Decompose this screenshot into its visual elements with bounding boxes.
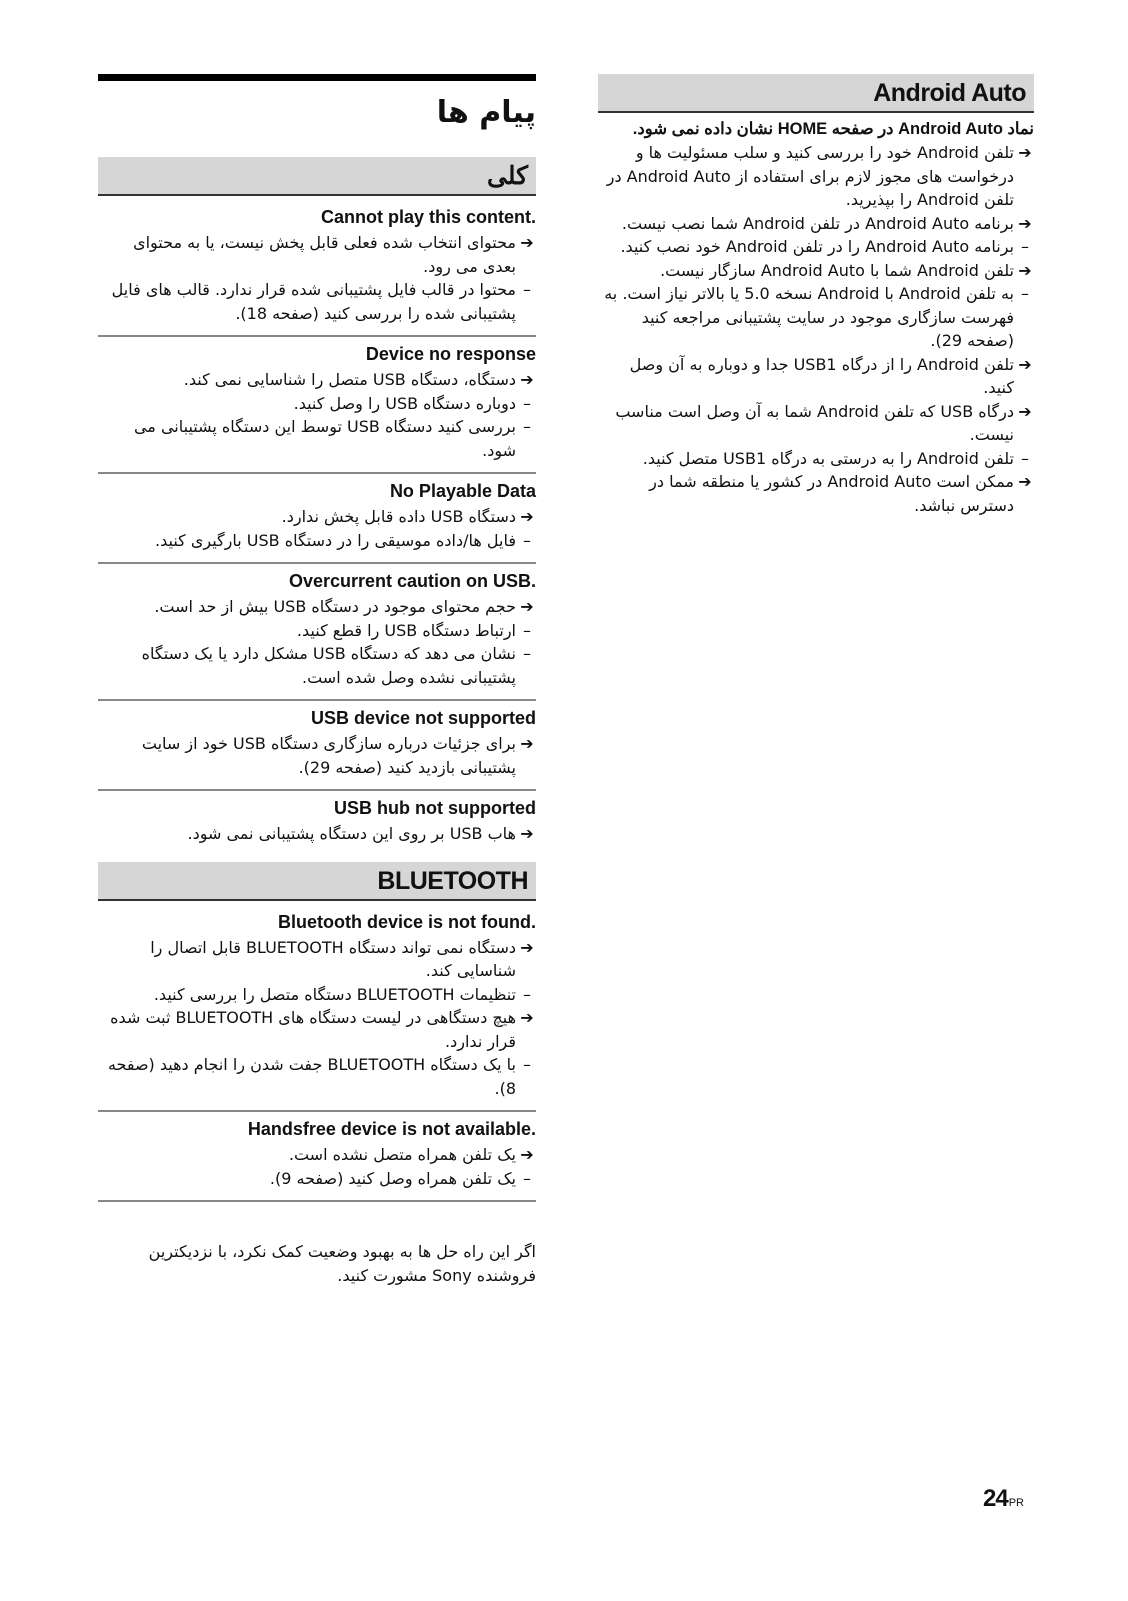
message-item [98, 905, 536, 1113]
line-text: یک تلفن همراه وصل کنید (صفحه 9). [269, 1168, 516, 1188]
line-text: تلفن Android شما با Android Auto سازگار نیست. [660, 260, 1014, 280]
dash-icon: – [523, 280, 531, 299]
remedy-line [98, 1167, 536, 1191]
line-text: تلفن Android را به درستی به درگاه USB1 متصل کنید. [642, 448, 1014, 468]
page-title-block [98, 74, 536, 157]
line-text: تلفن Android را از درگاه USB1 جدا و دوباره به آن وصل کنید. [629, 354, 1014, 397]
page-number-suffix: PR [1008, 1497, 1024, 1509]
cause-line [598, 400, 1034, 447]
cause-line [98, 368, 536, 392]
dash-icon: – [1021, 237, 1029, 256]
cause-line [98, 732, 536, 779]
android-auto-band: Android Auto [598, 74, 1034, 113]
line-text: با یک دستگاه BLUETOOTH جفت شدن را انجام دهید (صفحه 8). [107, 1055, 516, 1098]
line-text: دستگاه USB داده قابل پخش ندارد. [281, 507, 516, 526]
arrow-icon: ➔ [1018, 354, 1032, 374]
message-title: USB device not supported [310, 708, 536, 728]
message-item [98, 564, 536, 701]
dash-icon: – [523, 644, 531, 663]
line-text: حجم محتوای موجود در دستگاه USB بیش از حد است. [154, 597, 516, 616]
arrow-icon: ➔ [1018, 472, 1032, 491]
line-text: ارتباط دستگاه USB را قطع کنید. [296, 620, 516, 640]
message-title: Overcurrent caution on USB. [288, 571, 536, 591]
line-text: هیچ دستگاهی در لیست دستگاه های BLUETOOTH ثبت شده قرار ندارد. [110, 1008, 516, 1051]
dash-icon: – [523, 393, 531, 413]
line-text: دستگاه، دستگاه USB متصل را شناسایی نمی کند. [183, 370, 516, 389]
message-title: Bluetooth device is not found. [278, 911, 536, 932]
arrow-icon: ➔ [1018, 213, 1032, 233]
cause-line [598, 259, 1034, 283]
line-text: دوباره دستگاه USB را وصل کنید. [293, 393, 516, 413]
cause-line [98, 822, 536, 846]
line-text: هاب USB بر روی این دستگاه پشتیبانی نمی شود. [187, 824, 516, 843]
cause-line [598, 212, 1034, 236]
dash-icon: – [523, 1055, 531, 1074]
remedy-line [98, 983, 536, 1007]
page-number [983, 1485, 1024, 1513]
arrow-icon: ➔ [1018, 260, 1032, 280]
line-text: بررسی کنید دستگاه USB توسط این دستگاه پشتیبانی می شود. [133, 417, 516, 460]
remedy-line [98, 529, 536, 553]
cause-line [598, 353, 1034, 400]
line-text: برای جزئیات درباره سازگاری دستگاه USB خود از سایت پشتیبانی بازدید کنید (صفحه 29). [141, 734, 516, 777]
message-title: Handsfree device is not available. [247, 1119, 536, 1139]
arrow-icon: ➔ [520, 1008, 534, 1027]
dash-icon: – [1021, 284, 1029, 303]
arrow-icon: ➔ [520, 734, 534, 753]
cause-line [598, 141, 1034, 212]
cause-line [98, 505, 536, 529]
dash-icon: – [523, 530, 531, 550]
line-text: نشان می دهد که دستگاه USB مشکل دارد یا یک دستگاه پشتیبانی نشده وصل شده است. [141, 644, 516, 687]
cause-line [98, 936, 536, 983]
remedy-line [598, 447, 1034, 471]
line-text: تنظیمات BLUETOOTH دستگاه متصل را بررسی کنید. [153, 984, 516, 1004]
line-text: فایل ها/داده موسیقی را در دستگاه USB بارگیری کنید. [155, 530, 516, 550]
message-item [98, 200, 536, 337]
closing-note: اگر این راه حل ها به بهبود وضعیت کمک نکرد، با نزدیکترین فروشنده Sony مشورت کنید. [148, 1242, 536, 1285]
cause-line [598, 470, 1034, 517]
arrow-icon: ➔ [1018, 401, 1032, 421]
line-text: به تلفن Android با Android نسخه 5.0 یا بالاتر نیاز است. به فهرست سازگاری موجود در سایت پشتیبانی مراجعه کنید (صفحه 29). [604, 284, 1014, 350]
message-item [98, 1112, 536, 1202]
remedy-line [98, 278, 536, 325]
remedy-line [98, 392, 536, 416]
arrow-icon: ➔ [520, 824, 534, 843]
page-number-value: 24 [983, 1485, 1008, 1512]
arrow-icon: ➔ [520, 597, 534, 616]
line-text: برنامه Android Auto در تلفن Android شما نصب نیست. [621, 213, 1014, 233]
remedy-line [98, 1053, 536, 1100]
cause-line [98, 595, 536, 619]
android-auto-message-title: نماد Android Auto در صفحه HOME نشان داده نمی شود. [632, 120, 1034, 138]
line-text: برنامه Android Auto را در تلفن Android خود نصب کنید. [620, 237, 1014, 256]
message-title: USB hub not supported [334, 798, 536, 818]
remedy-line [598, 235, 1034, 259]
message-item [98, 791, 536, 856]
dash-icon: – [1021, 448, 1029, 468]
line-text: یک تلفن همراه متصل نشده است. [288, 1145, 516, 1164]
remedy-line [98, 415, 536, 462]
line-text: دستگاه نمی تواند دستگاه BLUETOOTH قابل اتصال را شناسایی کند. [150, 937, 516, 980]
section-band: BLUETOOTH [98, 862, 536, 901]
right-column [598, 74, 1034, 517]
line-text: تلفن Android خود را بررسی کنید و سلب مسئولیت ها و درخواست های مجوز لازم برای استفاده از Android Auto در تلفن Android را بپذیرید. [606, 143, 1014, 209]
section-band: کلی [98, 157, 536, 196]
arrow-icon: ➔ [520, 370, 534, 389]
cause-line [98, 231, 536, 278]
message-item [98, 474, 536, 564]
android-auto-lines [598, 141, 1034, 517]
arrow-icon: ➔ [520, 233, 534, 252]
left-column [98, 74, 536, 1288]
dash-icon: – [523, 984, 531, 1004]
cause-line [98, 1143, 536, 1167]
left-sections [98, 157, 536, 1202]
arrow-icon: ➔ [520, 937, 534, 957]
dash-icon: – [523, 1168, 531, 1188]
arrow-icon: ➔ [1018, 143, 1032, 162]
message-title: Cannot play this content. [320, 207, 536, 227]
arrow-icon: ➔ [520, 507, 534, 526]
line-text: درگاه USB که تلفن Android شما به آن وصل است مناسب نیست. [615, 401, 1014, 444]
dash-icon: – [523, 620, 531, 640]
dash-icon: – [523, 417, 531, 436]
page-title: پیام ها [436, 95, 536, 130]
cause-line [98, 1006, 536, 1053]
message-item [98, 337, 536, 474]
line-text: محتوای انتخاب شده فعلی قابل پخش نیست، یا به محتوای بعدی می رود. [133, 233, 516, 276]
message-title: No Playable Data [389, 481, 536, 501]
line-text: محتوا در قالب فایل پشتیبانی شده قرار ندارد. قالب های فایل پشتیبانی شده را بررسی کنید (صفحه 18). [111, 280, 516, 323]
line-text: ممکن است Android Auto در کشور یا منطقه شما در دسترس نباشد. [649, 472, 1014, 515]
remedy-line [598, 282, 1034, 353]
arrow-icon: ➔ [520, 1145, 534, 1164]
remedy-line [98, 619, 536, 643]
message-title: Device no response [365, 344, 536, 364]
remedy-line [98, 642, 536, 689]
message-item [98, 701, 536, 791]
